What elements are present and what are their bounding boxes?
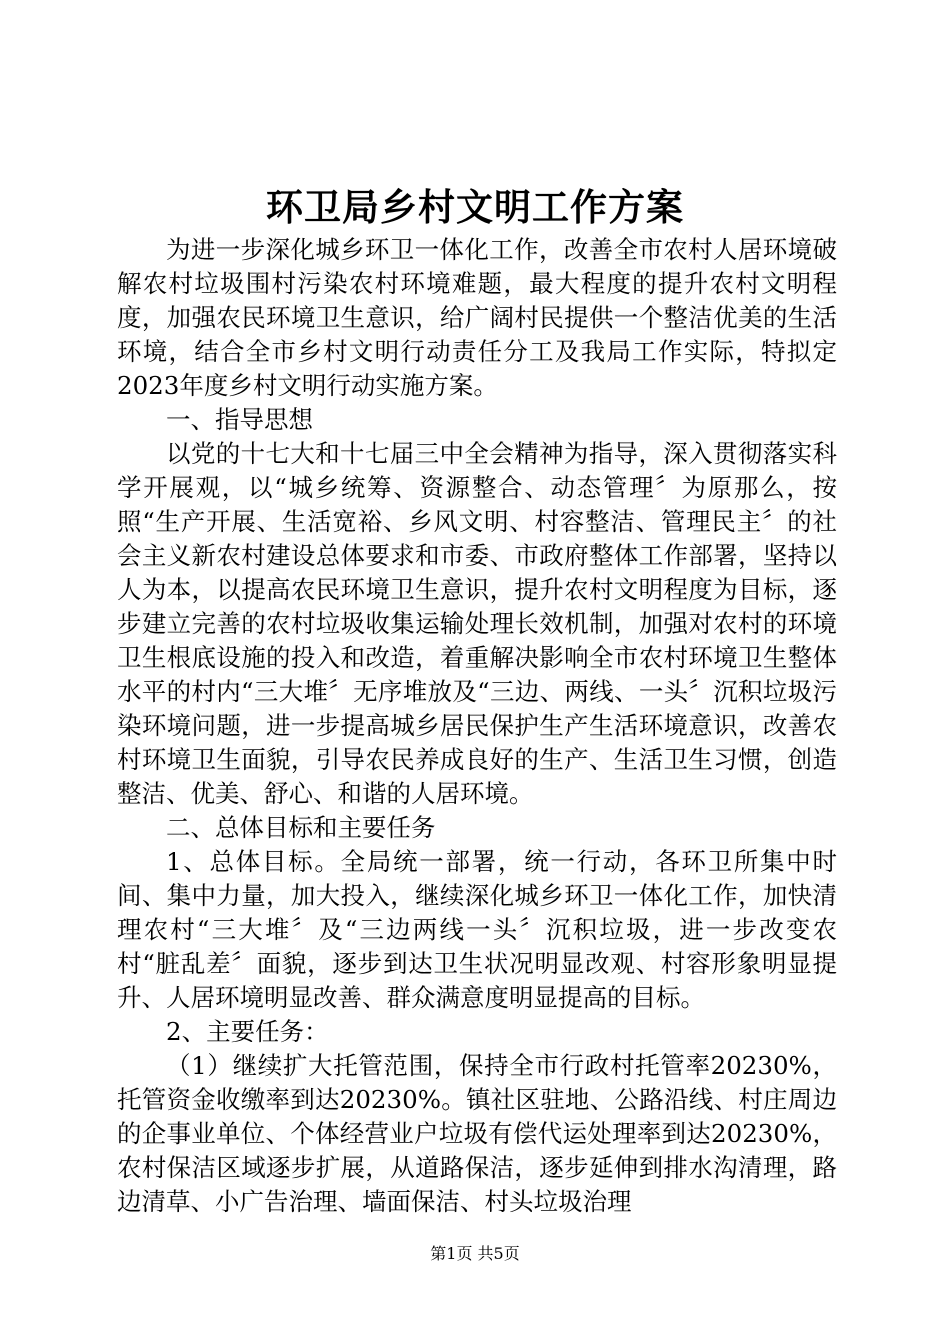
guiding-thought-paragraph: 以党的十七大和十七届三中全会精神为指导，深入贯彻落实科学开展观，以“城乡统筹、资源整合、动态管理〞为原那么，按照“生产开展、生活宽裕、乡风文明、村容整洁、管理民主〞的社会主义新农村建设总体要求和市委、市政府整体工作部署，坚持以人为本，以提高农民环境卫生意识，提升农村文明程度为目标，逐步建立完善的农村垃圾收集运输处理长效机制，加强对农村的环境卫生根底设施的投入和改造，着重解决影响全市农村环境卫生整体水平的村内“三大堆〞无序堆放及“三边、两线、一头〞沉积垃圾污染环境问题，进一步提高城乡居民保护生产生活环境意识，改善农村环境卫生面貌，引导农民养成良好的生产、生活卫生习惯，创造整洁、优美、舒心、和谐的人居环境。	[117, 439, 837, 808]
section-heading-guiding-thought: 一、指导思想	[166, 405, 313, 434]
document-body	[117, 233, 837, 1219]
page-footer: 第1页 共5页	[430, 1244, 520, 1263]
main-tasks-heading: 2、主要任务：	[166, 1017, 329, 1046]
overall-goal-paragraph: 1、总体目标。全局统一部署，统一行动，各环卫所集中时间、集中力量，加大投入，继续深化城乡环卫一体化工作，加快清理农村“三大堆〞及“三边两线一头〞沉积垃圾，进一步改变农村“脏乱差〞面貌，逐步到达卫生状况明显改观、村容形象明显提升、人居环境明显改善、群众满意度明显提高的目标。	[117, 847, 837, 1012]
document-title: 环卫局乡村文明工作方案	[266, 185, 684, 229]
task-1-paragraph: （1）继续扩大托管范围，保持全市行政村托管率20230%，托管资金收缴率到达20230%。镇社区驻地、公路沿线、村庄周边的企事业单位、个体经营业户垃圾有偿代运处理率到达20230%，农村保洁区域逐步扩展，从道路保洁，逐步延伸到排水沟清理，路边清草、小广告治理、墙面保洁、村头垃圾治理	[117, 1051, 837, 1216]
section-heading-goals-tasks: 二、总体目标和主要任务	[166, 813, 436, 842]
intro-paragraph: 为进一步深化城乡环卫一体化工作，改善全市农村人居环境破解农村垃圾围村污染农村环境难题，最大程度的提升农村文明程度，加强农民环境卫生意识，给广阔村民提供一个整洁优美的生活环境，结合全市乡村文明行动责任分工及我局工作实际，特拟定2023年度乡村文明行动实施方案。	[117, 235, 837, 400]
